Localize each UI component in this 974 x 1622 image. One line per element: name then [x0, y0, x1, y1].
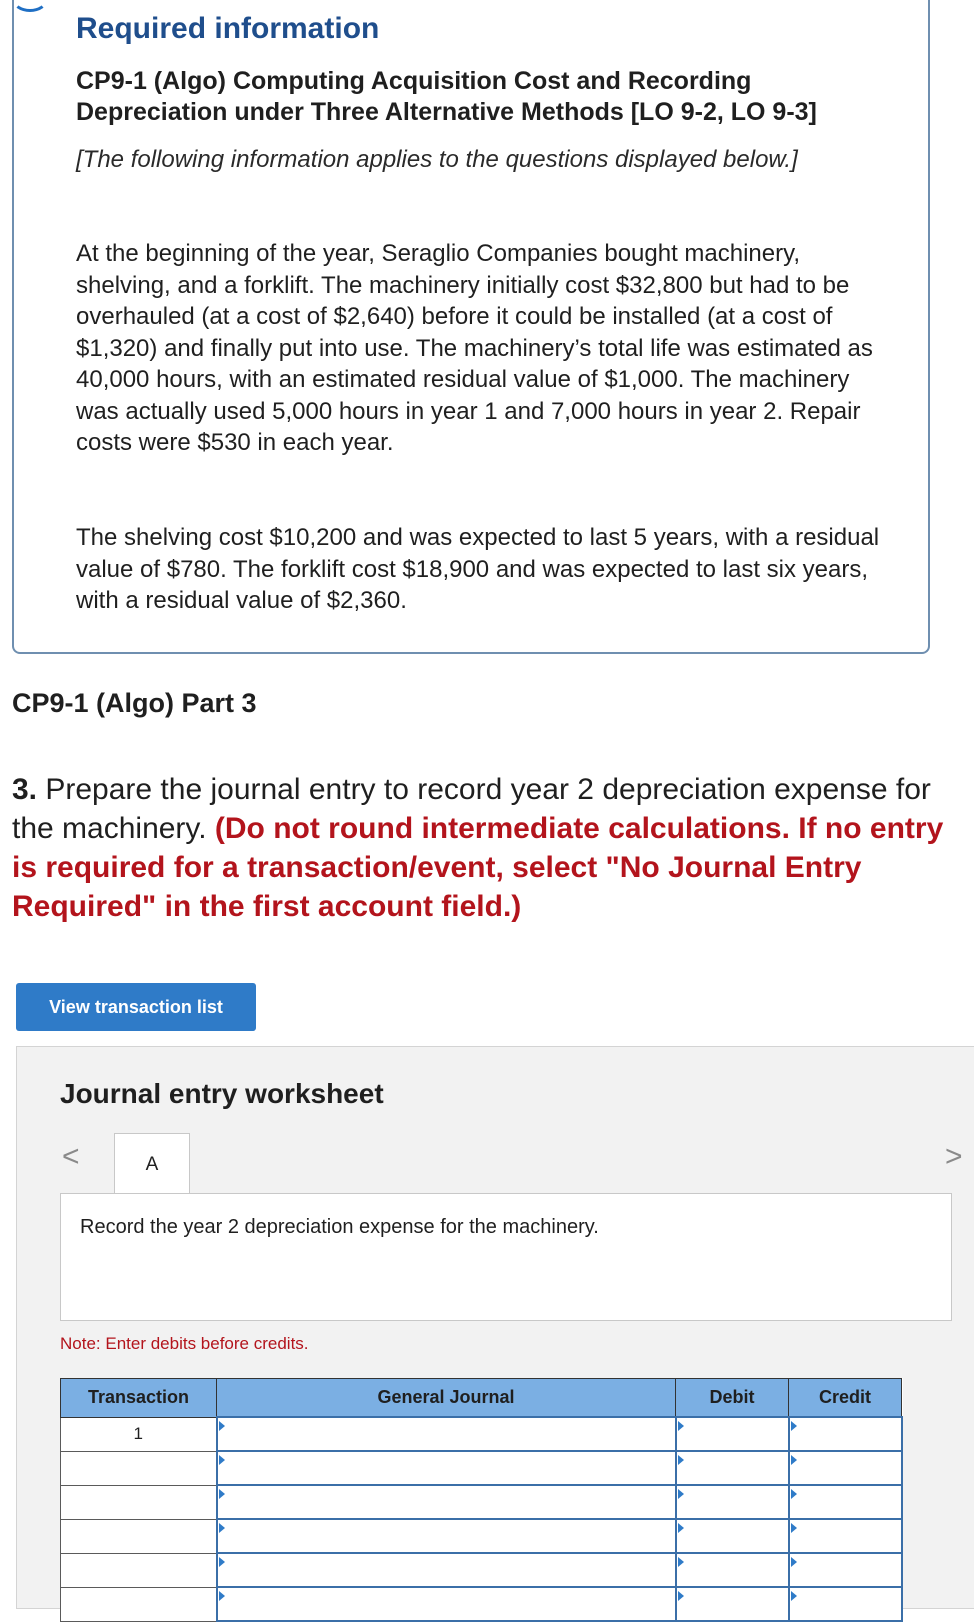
account-input[interactable] [217, 1587, 676, 1621]
debit-input[interactable] [676, 1587, 789, 1621]
credit-input[interactable] [789, 1451, 902, 1485]
credit-input[interactable] [789, 1519, 902, 1553]
credit-input[interactable] [789, 1417, 902, 1451]
transaction-cell [61, 1553, 217, 1587]
question-number: 3. [12, 773, 38, 806]
table-row [61, 1485, 902, 1519]
problem-paragraph-machinery: At the beginning of the year, Seraglio Companies bought machinery, shelving, and a forklift. The machinery initially cost $32,800 but had to be overhauled (at a cost of $2,640) before it could be installed (at a cost of $1,320) and finally put into use. The machinery’s total life was estimated as 40,000 hours, with an estimated residual value of $1,000. The machinery was actually used 5,000 hours in year 1 and 7,000 hours in year 2. Repair costs were $530 in each year. [76, 240, 873, 456]
journal-table [60, 1378, 903, 1622]
debit-input[interactable] [676, 1553, 789, 1587]
credit-input[interactable] [789, 1553, 902, 1587]
transaction-cell [61, 1485, 217, 1519]
credit-input[interactable] [789, 1587, 902, 1621]
debit-input[interactable] [676, 1451, 789, 1485]
table-row [61, 1519, 902, 1553]
chevron-left-icon[interactable]: < [62, 1140, 80, 1173]
table-row [61, 1417, 902, 1451]
table-row [61, 1553, 902, 1587]
worksheet-title: Journal entry worksheet [60, 1078, 384, 1109]
view-transaction-list-button[interactable]: View transaction list [16, 983, 256, 1031]
transaction-cell: 1 [61, 1417, 217, 1451]
tab-a[interactable]: A [114, 1133, 190, 1195]
transaction-cell [61, 1587, 217, 1621]
credit-input[interactable] [789, 1485, 902, 1519]
journal-header-row [61, 1379, 902, 1418]
column-header-debit: Debit [676, 1379, 789, 1418]
column-header-credit: Credit [789, 1379, 902, 1418]
transaction-cell [61, 1519, 217, 1553]
debit-input[interactable] [676, 1485, 789, 1519]
table-row [61, 1587, 902, 1621]
debit-input[interactable] [676, 1519, 789, 1553]
question-instruction: (Do not round intermediate calculations. If no entry is required for a transaction/event, select "No Journal Entry Required" in the first account field.) [12, 812, 944, 923]
account-input[interactable] [217, 1553, 676, 1587]
debits-credits-note: Note: Enter debits before credits. [60, 1334, 309, 1353]
chevron-right-icon[interactable]: > [945, 1140, 963, 1173]
debit-input[interactable] [676, 1417, 789, 1451]
column-header-transaction: Transaction [61, 1379, 217, 1418]
entry-description: Record the year 2 depreciation expense for the machinery. [80, 1216, 599, 1238]
table-row [61, 1451, 902, 1485]
problem-subtitle: CP9-1 (Algo) Computing Acquisition Cost and Recording Depreciation under Three Alternative Methods [LO 9-2, LO 9-3] [76, 67, 817, 126]
question-text [12, 770, 967, 926]
account-input[interactable] [217, 1485, 676, 1519]
account-input[interactable] [217, 1451, 676, 1485]
entry-description-box [60, 1193, 952, 1321]
question-prompt: Prepare the journal entry to record year 2 depreciation expense for the machinery. [12, 773, 931, 845]
column-header-general-journal: General Journal [217, 1379, 676, 1418]
account-input[interactable] [217, 1519, 676, 1553]
part-title: CP9-1 (Algo) Part 3 [12, 688, 257, 718]
applies-note: [The following information applies to the questions displayed below.] [76, 146, 798, 173]
required-info-title: Required information [76, 12, 380, 45]
problem-paragraph-shelving-forklift: The shelving cost $10,200 and was expected to last 5 years, with a residual value of $780. The forklift cost $18,900 and was expected to last six years, with a residual value of $2,360. [76, 524, 880, 614]
account-input[interactable] [217, 1417, 676, 1451]
transaction-cell [61, 1451, 217, 1485]
